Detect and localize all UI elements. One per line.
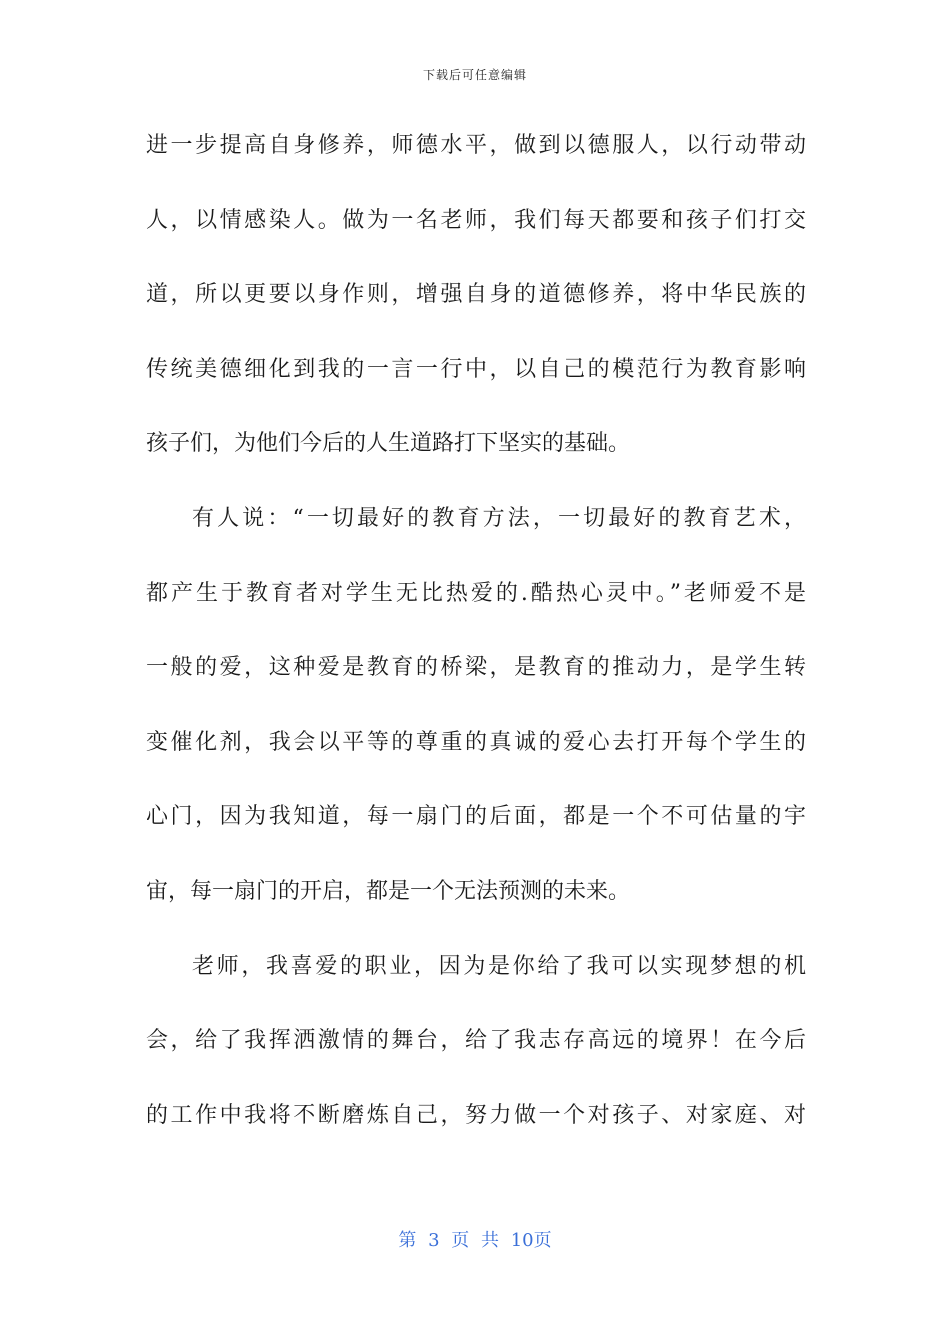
text-line: 孩子们，为他们今后的人生道路打下坚实的基础。 (146, 431, 631, 457)
text-line: 宙，每一扇门的开启，都是一个无法预测的未来。 (146, 878, 631, 904)
text-line: 有人说：“一切最好的教育方法，一切最好的教育艺术， (192, 505, 806, 531)
text-line: 进一步提高自身修养，师德水平，做到以德服人，以行动带动 (146, 133, 806, 158)
text-line: 心门，因为我知道，每一扇门的后面，都是一个不可估量的宇 (146, 804, 806, 830)
page-header: 下载后可任意编辑 (422, 68, 527, 82)
text-line: 传统美德细化到我的一言一行中，以自己的模范行为教育影响 (146, 356, 806, 382)
text-line: 人，以情感染人。做为一名老师，我们每天都要和孩子们打交 (146, 207, 806, 233)
text-line: 一般的爱，这种爱是教育的桥梁，是教育的推动力，是学生转 (146, 655, 806, 681)
document-body (146, 128, 806, 1172)
text-line: 会，给了我挥洒激情的舞台，给了我志存高远的境界！在今后 (146, 1028, 806, 1054)
text-line: 老师，我喜爱的职业，因为是你给了我可以实现梦想的机 (192, 953, 806, 979)
page-number-footer: 第 3 页 共 10页 (398, 1230, 552, 1251)
text-line: 变催化剂，我会以平等的尊重的真诚的爱心去打开每个学生的 (146, 729, 806, 755)
text-line: 道，所以更要以身作则，增强自身的道德修养，将中华民族的 (146, 282, 806, 308)
text-line: 都产生于教育者对学生无比热爱的.酷热心灵中。”老师爱不是 (146, 580, 806, 606)
text-line: 的工作中我将不断磨炼自己，努力做一个对孩子、对家庭、对 (146, 1102, 806, 1128)
